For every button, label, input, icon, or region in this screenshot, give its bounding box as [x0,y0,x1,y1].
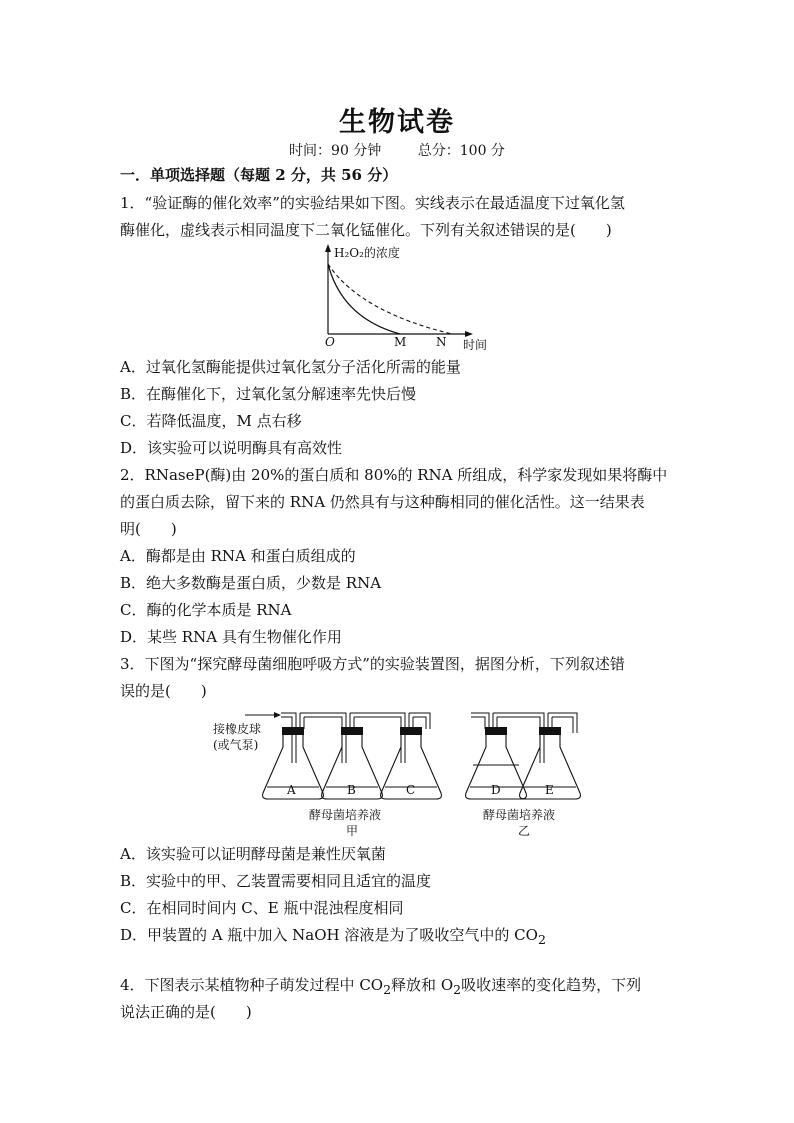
flask-d [466,727,527,799]
flask-a-label: A [287,783,296,797]
q4-stem-line1 [120,975,680,1000]
q1-option-b: B．在酶催化下，过氧化氢分解速率先快后慢 [120,385,417,403]
q4-stem-line2: 说法正确的是( ) [120,1003,252,1021]
x-axis-arrow [465,331,473,337]
q1-stem-line2: 酶催化，虚线表示相同温度下二氧化锰催化。下列有关叙述错误的是( ) [120,221,612,239]
q4-co2-subscript: 2 [383,982,392,997]
q4-o2-subscript: 2 [453,982,462,997]
q3-option-d-subscript: 2 [537,932,546,947]
flask-b-label: B [347,783,356,797]
flask-d-label: D [491,783,501,797]
q1-option-a: A．过氧化氢酶能提供过氧化氢分子活化所需的能量 [120,358,461,376]
q2-option-a: A．酶都是由 RNA 和蛋白质组成的 [120,547,356,565]
enzyme-efficiency-graph [318,242,503,354]
section-heading: 一．单项选择题（每题 2 分，共 56 分） [120,166,398,184]
q3-option-b: B．实验中的甲、乙装置需要相同且适宜的温度 [120,872,432,890]
flask-e-label: E [545,783,554,797]
graph-y-label: H₂O₂的浓度 [334,246,400,260]
exam-time: 时间：90 分钟 [289,143,382,159]
apparatus-jia-label: 甲 [346,824,359,838]
q3-stem-line2: 误的是( ) [120,682,207,700]
q3-option-d [120,925,680,950]
pump-label-line2: (或气泵) [213,738,259,752]
q3-option-d-text: D．甲装置的 A 瓶中加入 NaOH 溶液是为了吸收空气中的 CO [120,926,538,944]
graph-n-label: N [436,335,447,349]
q2-stem-line1: 2．RNaseP(酶)由 20%的蛋白质和 80%的 RNA 所组成，科学家发现如果将酶中 [120,466,668,484]
flask-b [322,727,383,799]
flask-a [263,727,324,799]
exam-total: 总分：100 分 [417,143,505,159]
y-axis-arrow [325,244,331,252]
pump-label-line1: 接橡皮球 [213,722,262,736]
graph-m-label: M [394,335,407,349]
graph-origin-label: O [325,335,335,349]
q2-stem-line3: 明( ) [120,520,177,538]
q2-stem-line2: 的蛋白质去除，留下来的 RNA 仍然具有与这种酶相同的催化活性。这一结果表 [120,493,645,511]
q4-stem-part2: 释放和 O [391,976,454,994]
tubes-yi [471,713,577,763]
graph-x-label: 时间 [463,338,488,352]
q1-option-c: C．若降低温度，M 点右移 [120,412,302,430]
yeast-respiration-apparatus [205,705,585,840]
culture-label-yi: 酵母菌培养液 [483,808,556,822]
q2-option-c: C．酶的化学本质是 RNA [120,601,292,619]
q1-option-d: D．该实验可以说明酶具有高效性 [120,439,343,457]
page-title: 生物试卷 [339,107,455,138]
dashed-curve-mno2 [328,264,452,334]
culture-label-jia: 酵母菌培养液 [309,808,382,822]
q3-option-a: A．该实验可以证明酵母菌是兼性厌氧菌 [120,845,386,863]
flask-e [520,727,581,799]
q3-stem-line1: 3．下图为“探究酵母菌细胞呼吸方式”的实验装置图，据图分析，下列叙述错 [120,655,625,673]
air-inlet-arrowhead [274,712,281,718]
q2-option-d: D．某些 RNA 具有生物催化作用 [120,628,342,646]
exam-meta [0,140,794,160]
q4-stem-part3: 吸收速率的变化趋势，下列 [461,976,642,994]
q3-option-c: C．在相同时间内 C、E 瓶中混浊程度相同 [120,899,404,917]
q1-stem-line1: 1．“验证酶的催化效率”的实验结果如下图。实线表示在最适温度下过氧化氢 [120,194,625,212]
flask-c [381,727,442,799]
flask-c-label: C [406,783,416,797]
apparatus-yi-label: 乙 [518,824,531,838]
q2-option-b: B．绝大多数酶是蛋白质，少数是 RNA [120,574,382,592]
q4-stem-part1: 4．下图表示某植物种子萌发过程中 CO [120,976,384,994]
